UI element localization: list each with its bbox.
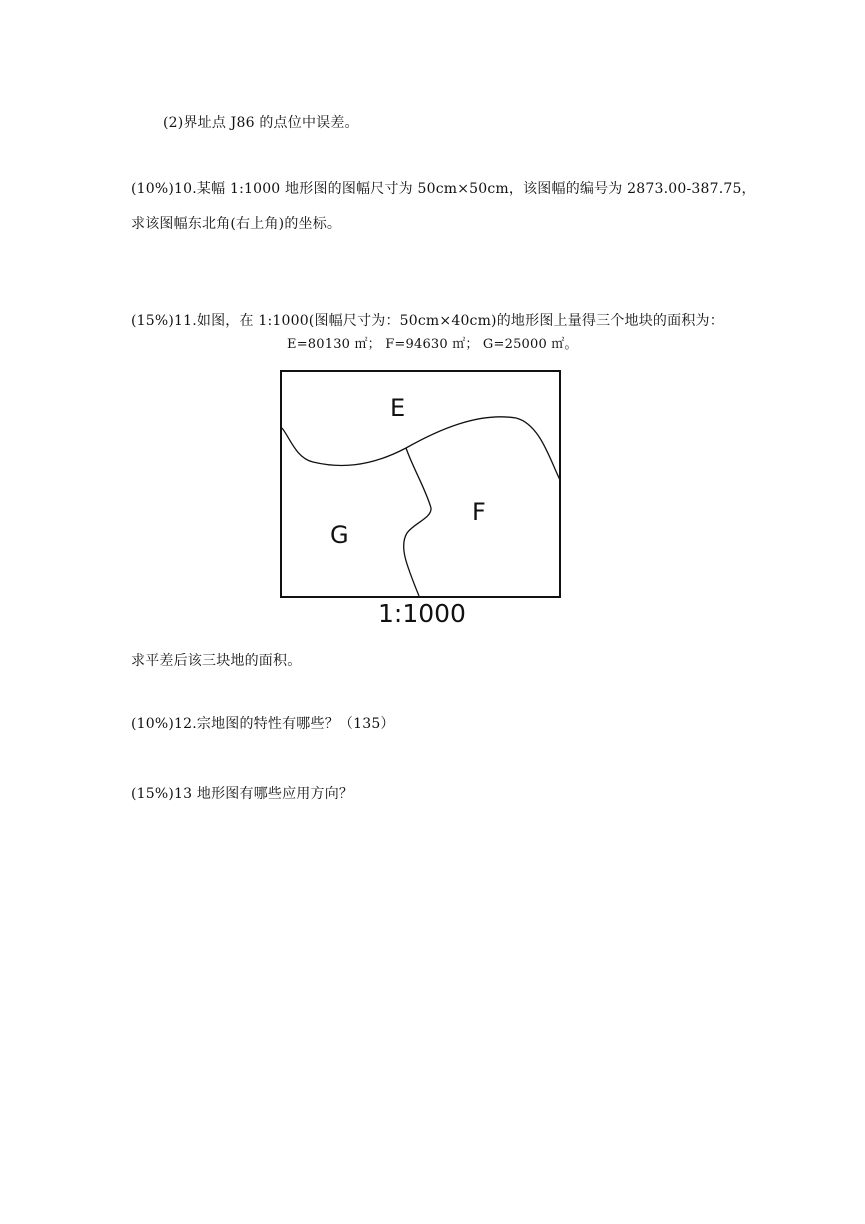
boundary-e-upper (282, 417, 560, 480)
question-11-text-line-3: 求平差后该三块地的面积。 (131, 653, 302, 669)
map-scale-label: 1:1000 (378, 599, 466, 628)
region-label-e: E (390, 394, 406, 422)
question-11-area-values: E=80130 ㎡； F=94630 ㎡； G=25000 ㎡。 (287, 337, 578, 352)
map-frame (281, 371, 560, 597)
question-13-text: (15%)13 地形图有哪些应用方向？ (131, 786, 354, 802)
question-10-text-line-2: 求该图幅东北角(右上角)的坐标。 (131, 216, 342, 232)
question-12-text: (10%)12.宗地图的特性有哪些？（135） (131, 716, 395, 732)
region-label-g: G (330, 521, 349, 549)
parcel-map-figure (278, 368, 564, 630)
region-label-f: F (472, 498, 486, 526)
question-10-text-line-1: (10%)10.某幅 1:1000 地形图的图幅尺寸为 50cm×50cm，该图幅的编号为 2873.00-387.75， (131, 181, 756, 197)
question-9-subpart-2: (2)界址点 J86 的点位中误差。 (163, 115, 359, 131)
boundary-g-f (404, 448, 431, 596)
question-11-text-line-1: (15%)11.如图，在 1:1000(图幅尺寸为：50cm×40cm)的地形图上量得三个地块的面积为： (131, 313, 724, 329)
